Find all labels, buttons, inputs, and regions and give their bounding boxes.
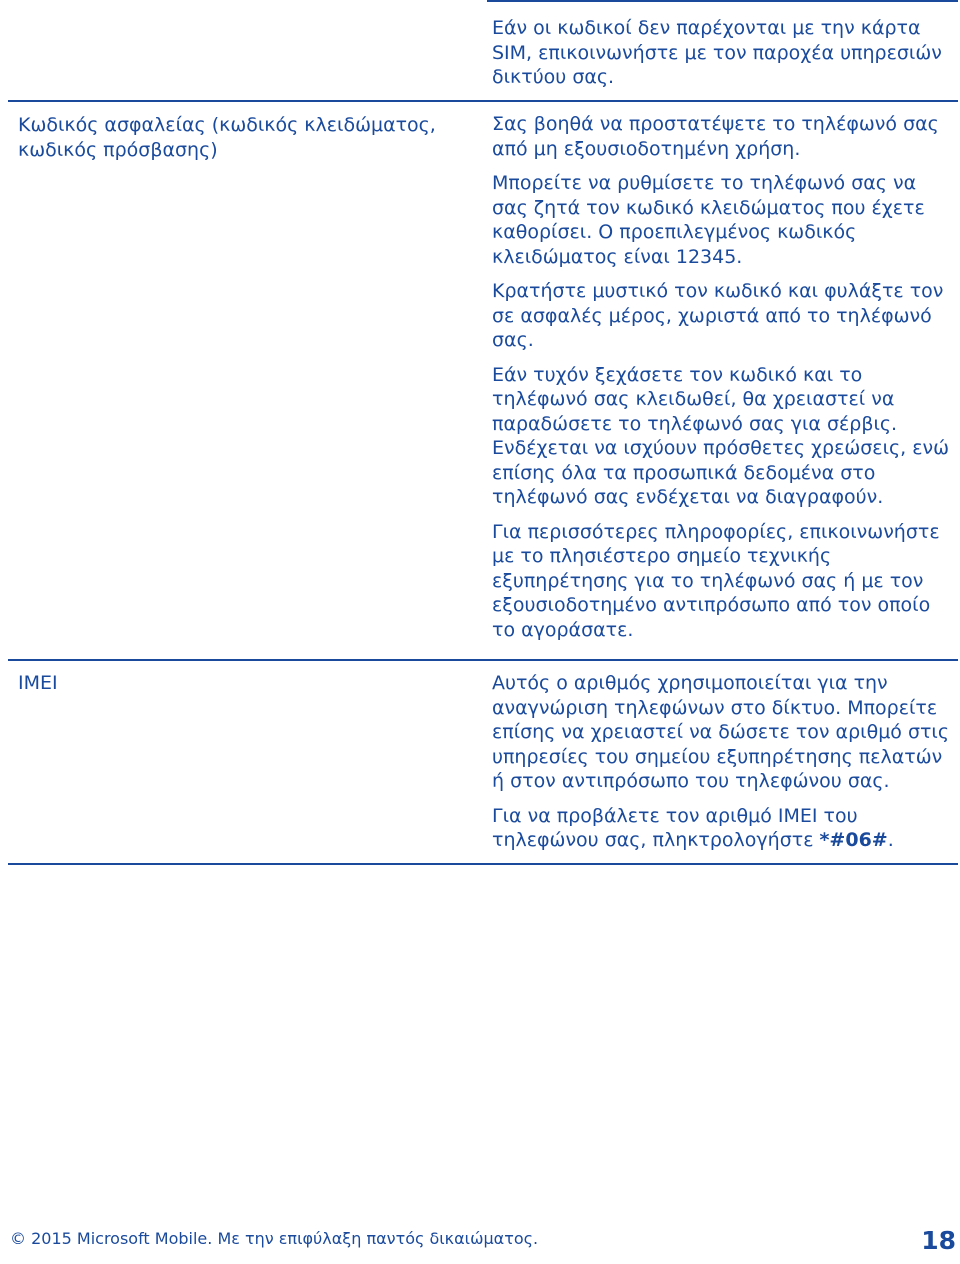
imei-paragraph-2 xyxy=(492,804,954,853)
page-number: 18 xyxy=(921,1226,956,1255)
sim-codes-paragraph: Εάν οι κωδικοί δεν παρέχονται με την κάρτα SIM, επικοινωνήστε με τον παροχέα υπηρεσιών δικτύου σας. xyxy=(492,17,942,88)
row-divider-1 xyxy=(8,100,958,102)
table-bottom-rule xyxy=(8,863,958,865)
imei-instruction-end: . xyxy=(887,829,894,851)
imei-label: IMEI xyxy=(18,672,58,694)
footer-copyright: © 2015 Microsoft Mobile. Με την επιφύλαξη παντός δικαιώματος. xyxy=(10,1229,539,1248)
imei-instruction-text: Για να προβάλετε τον αριθμό IMEI του τηλεφώνου σας, πληκτρολογήστε xyxy=(492,804,858,851)
security-code-paragraph-2: Μπορείτε να ρυθμίσετε το τηλέφωνό σας να σας ζητά τον κωδικό κλειδώματος που έχετε καθορίσει. Ο προεπιλεγμένος κωδικός κλειδώματος είναι 12345. xyxy=(492,172,925,268)
security-code-paragraph-4: Εάν τυχόν ξεχάσετε τον κωδικό και το τηλέφωνό σας κλειδωθεί, θα χρειαστεί να παραδώσετε το τηλέφωνό σας για σέρβις. Ενδέχεται να ισχύουν πρόσθετες χρεώσεις, ενώ επίσης όλα τα προσωπικά δεδομένα στο τηλέφωνό σας ενδέχεται να διαγραφούν. xyxy=(492,363,950,508)
row-divider-2 xyxy=(8,659,958,661)
table-top-rule xyxy=(487,0,958,2)
security-code-paragraph-5: Για περισσότερες πληροφορίες, επικοινωνήστε με το πλησιέστερο σημείο τεχνικής εξυπηρέτησης για το τηλέφωνό σας ή με τον εξουσιοδοτημένο αντιπρόσωπο από τον οποίο το αγοράσατε. xyxy=(492,520,940,641)
imei-code: *#06# xyxy=(819,829,888,851)
security-code-paragraph-3: Κρατήστε μυστικό τον κωδικό και φυλάξτε τον σε ασφαλές μέρος, χωριστά από το τηλέφωνό σας. xyxy=(492,280,944,351)
security-code-label: Κωδικός ασφαλείας (κωδικός κλειδώματος, κωδικός πρόσβασης) xyxy=(18,114,436,161)
sim-codes-description xyxy=(492,16,954,100)
imei-paragraph-1: Αυτός ο αριθμός χρησιμοποιείται για την αναγνώριση τηλεφώνων στο δίκτυο. Μπορείτε επίσης να χρειαστεί να δώσετε τον αριθμό στις υπηρεσίες του σημείου εξυπηρέτησης πελατών ή στον αντιπρόσωπο του τηλεφώνου σας. xyxy=(492,672,950,792)
imei-description xyxy=(492,671,954,863)
security-code-paragraph-1: Σας βοηθά να προστατέψετε το τηλέφωνό σας από μη εξουσιοδοτημένη χρήση. xyxy=(492,113,939,160)
security-code-description xyxy=(492,112,954,652)
